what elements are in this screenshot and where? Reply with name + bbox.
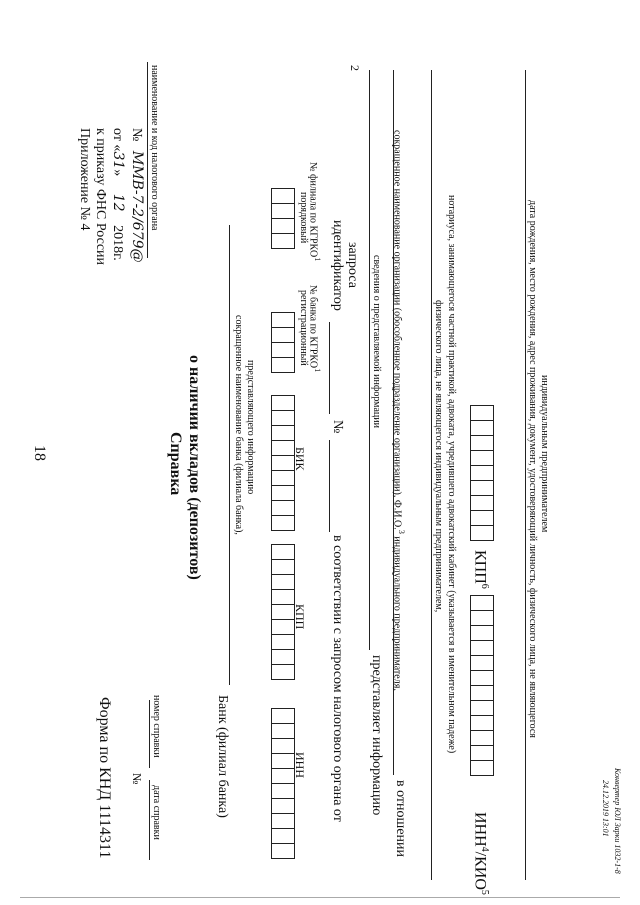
kpp2-cells[interactable] — [470, 405, 494, 541]
ordinal-cells[interactable] — [271, 188, 295, 249]
bank-line — [229, 225, 230, 685]
request-label: в соответствии с запросом налогового органа от — [330, 535, 345, 822]
request-no-sign: № — [330, 420, 345, 434]
org-caption-sup: 3 — [397, 529, 406, 534]
ord-caption-2-text: № филиала по КГРКО — [307, 162, 319, 258]
inn-label: ИНН — [293, 752, 307, 778]
inn-cells[interactable] — [271, 708, 295, 859]
date-line — [149, 780, 150, 860]
birth-line — [525, 70, 526, 880]
appendix-date-mid: » — [110, 169, 125, 177]
org-caption-text: сокращенное наименование организации (обособленное подразделение организации), Ф.И.О. — [391, 130, 403, 530]
reg-number-cells[interactable] — [271, 312, 295, 373]
subtitle: о наличии вкладов (депозитов) — [186, 355, 203, 580]
ord-caption-sup: 1 — [313, 257, 322, 262]
appendix-day: 31 — [110, 151, 126, 170]
number-line — [149, 700, 150, 768]
kpp2-label — [471, 550, 490, 589]
provides-caption: сведения о представляемой информации — [371, 255, 382, 428]
footer-line-2: Конвертер ЮЛ Зарки 1032-1-8 — [613, 768, 622, 874]
provides-line — [369, 70, 370, 650]
bik-label: БИК — [293, 447, 307, 471]
appendix-date-prefix: от « — [110, 128, 125, 152]
org-caption-tail: индивидуального предпринимателя, — [391, 533, 403, 691]
kio-sup: 5 — [479, 889, 490, 895]
reg-caption-1: регистрационный — [298, 290, 309, 366]
inn-kio-text: ИНН — [471, 812, 489, 847]
kpp2-sup: 6 — [479, 583, 490, 589]
inn-kio-label — [471, 812, 490, 895]
number-caption: номер справки — [151, 695, 162, 758]
appendix-number: ММВ-7-2/679@ — [129, 150, 145, 263]
org-caption — [392, 130, 406, 691]
provides-label: представляет информацию — [369, 655, 384, 816]
person-caption-2: нотариуса, занимающегося частной практикой, адвоката, учредившего адвокатский кабинет (указывается в именительном падеже) — [446, 195, 457, 754]
birth-caption-1: дата рождения, место рождения, адрес проживания, документ, удостоверяющий личность, физического лица, не являющегося — [527, 200, 538, 738]
reg-caption-2-text: № банка по КГРКО — [307, 285, 319, 369]
appendix-line-3 — [109, 128, 126, 261]
appendix-line-4 — [128, 128, 145, 263]
appendix-month: 12 — [110, 193, 126, 212]
page-number: 18 — [31, 445, 48, 461]
scan-edge — [20, 897, 620, 898]
footer-line-1: 24.12.2019 13:01 — [601, 780, 610, 837]
kpp2-text: КПП — [471, 550, 489, 584]
appendix-line-1: Приложение № 4 — [77, 128, 92, 231]
reg-caption-sup: 1 — [313, 368, 322, 373]
ord-caption-1: порядковый — [298, 192, 309, 244]
request-id-1: идентификатор — [330, 220, 345, 311]
number-sign: № — [130, 773, 144, 785]
inn-kio-cells[interactable] — [470, 595, 494, 776]
appendix-line-2: к приказу ФНС России — [93, 128, 108, 266]
bank-caption-1: сокращенное наименование банка (филиала банка), — [233, 315, 244, 535]
person-line — [431, 70, 432, 880]
form-code: Форма по КНД 1114311 — [96, 697, 113, 859]
request-id-2: запроса — [345, 242, 360, 288]
kpp-label: КПП — [293, 604, 307, 630]
birth-caption-2: индивидуальным предпринимателем — [539, 375, 550, 533]
title: Справка — [167, 432, 184, 496]
appendix-number-sign: № — [129, 128, 144, 142]
inn-kio-sup: 4 — [479, 846, 490, 852]
ord-caption-2 — [308, 162, 322, 261]
regarding-label: в отношении — [393, 780, 408, 858]
tax-authority-line — [147, 62, 148, 258]
person-caption-1: физического лица, не являющегося индивидуальным предпринимателем, — [433, 300, 444, 613]
request-date-line — [329, 440, 330, 532]
kio-text: /КИО — [471, 851, 489, 890]
reg-caption-2 — [308, 285, 322, 372]
date-caption: дата справки — [151, 785, 162, 840]
appendix-year: 2018г. — [110, 225, 125, 261]
bank-caption-2: представляющего информацию — [245, 360, 256, 495]
tax-authority-caption: наименование и код налогового органа — [149, 65, 160, 231]
request-number-line — [329, 322, 330, 414]
corner-mark: 2 — [348, 65, 362, 71]
bank-label: Банк (филиал банка) — [215, 695, 230, 818]
